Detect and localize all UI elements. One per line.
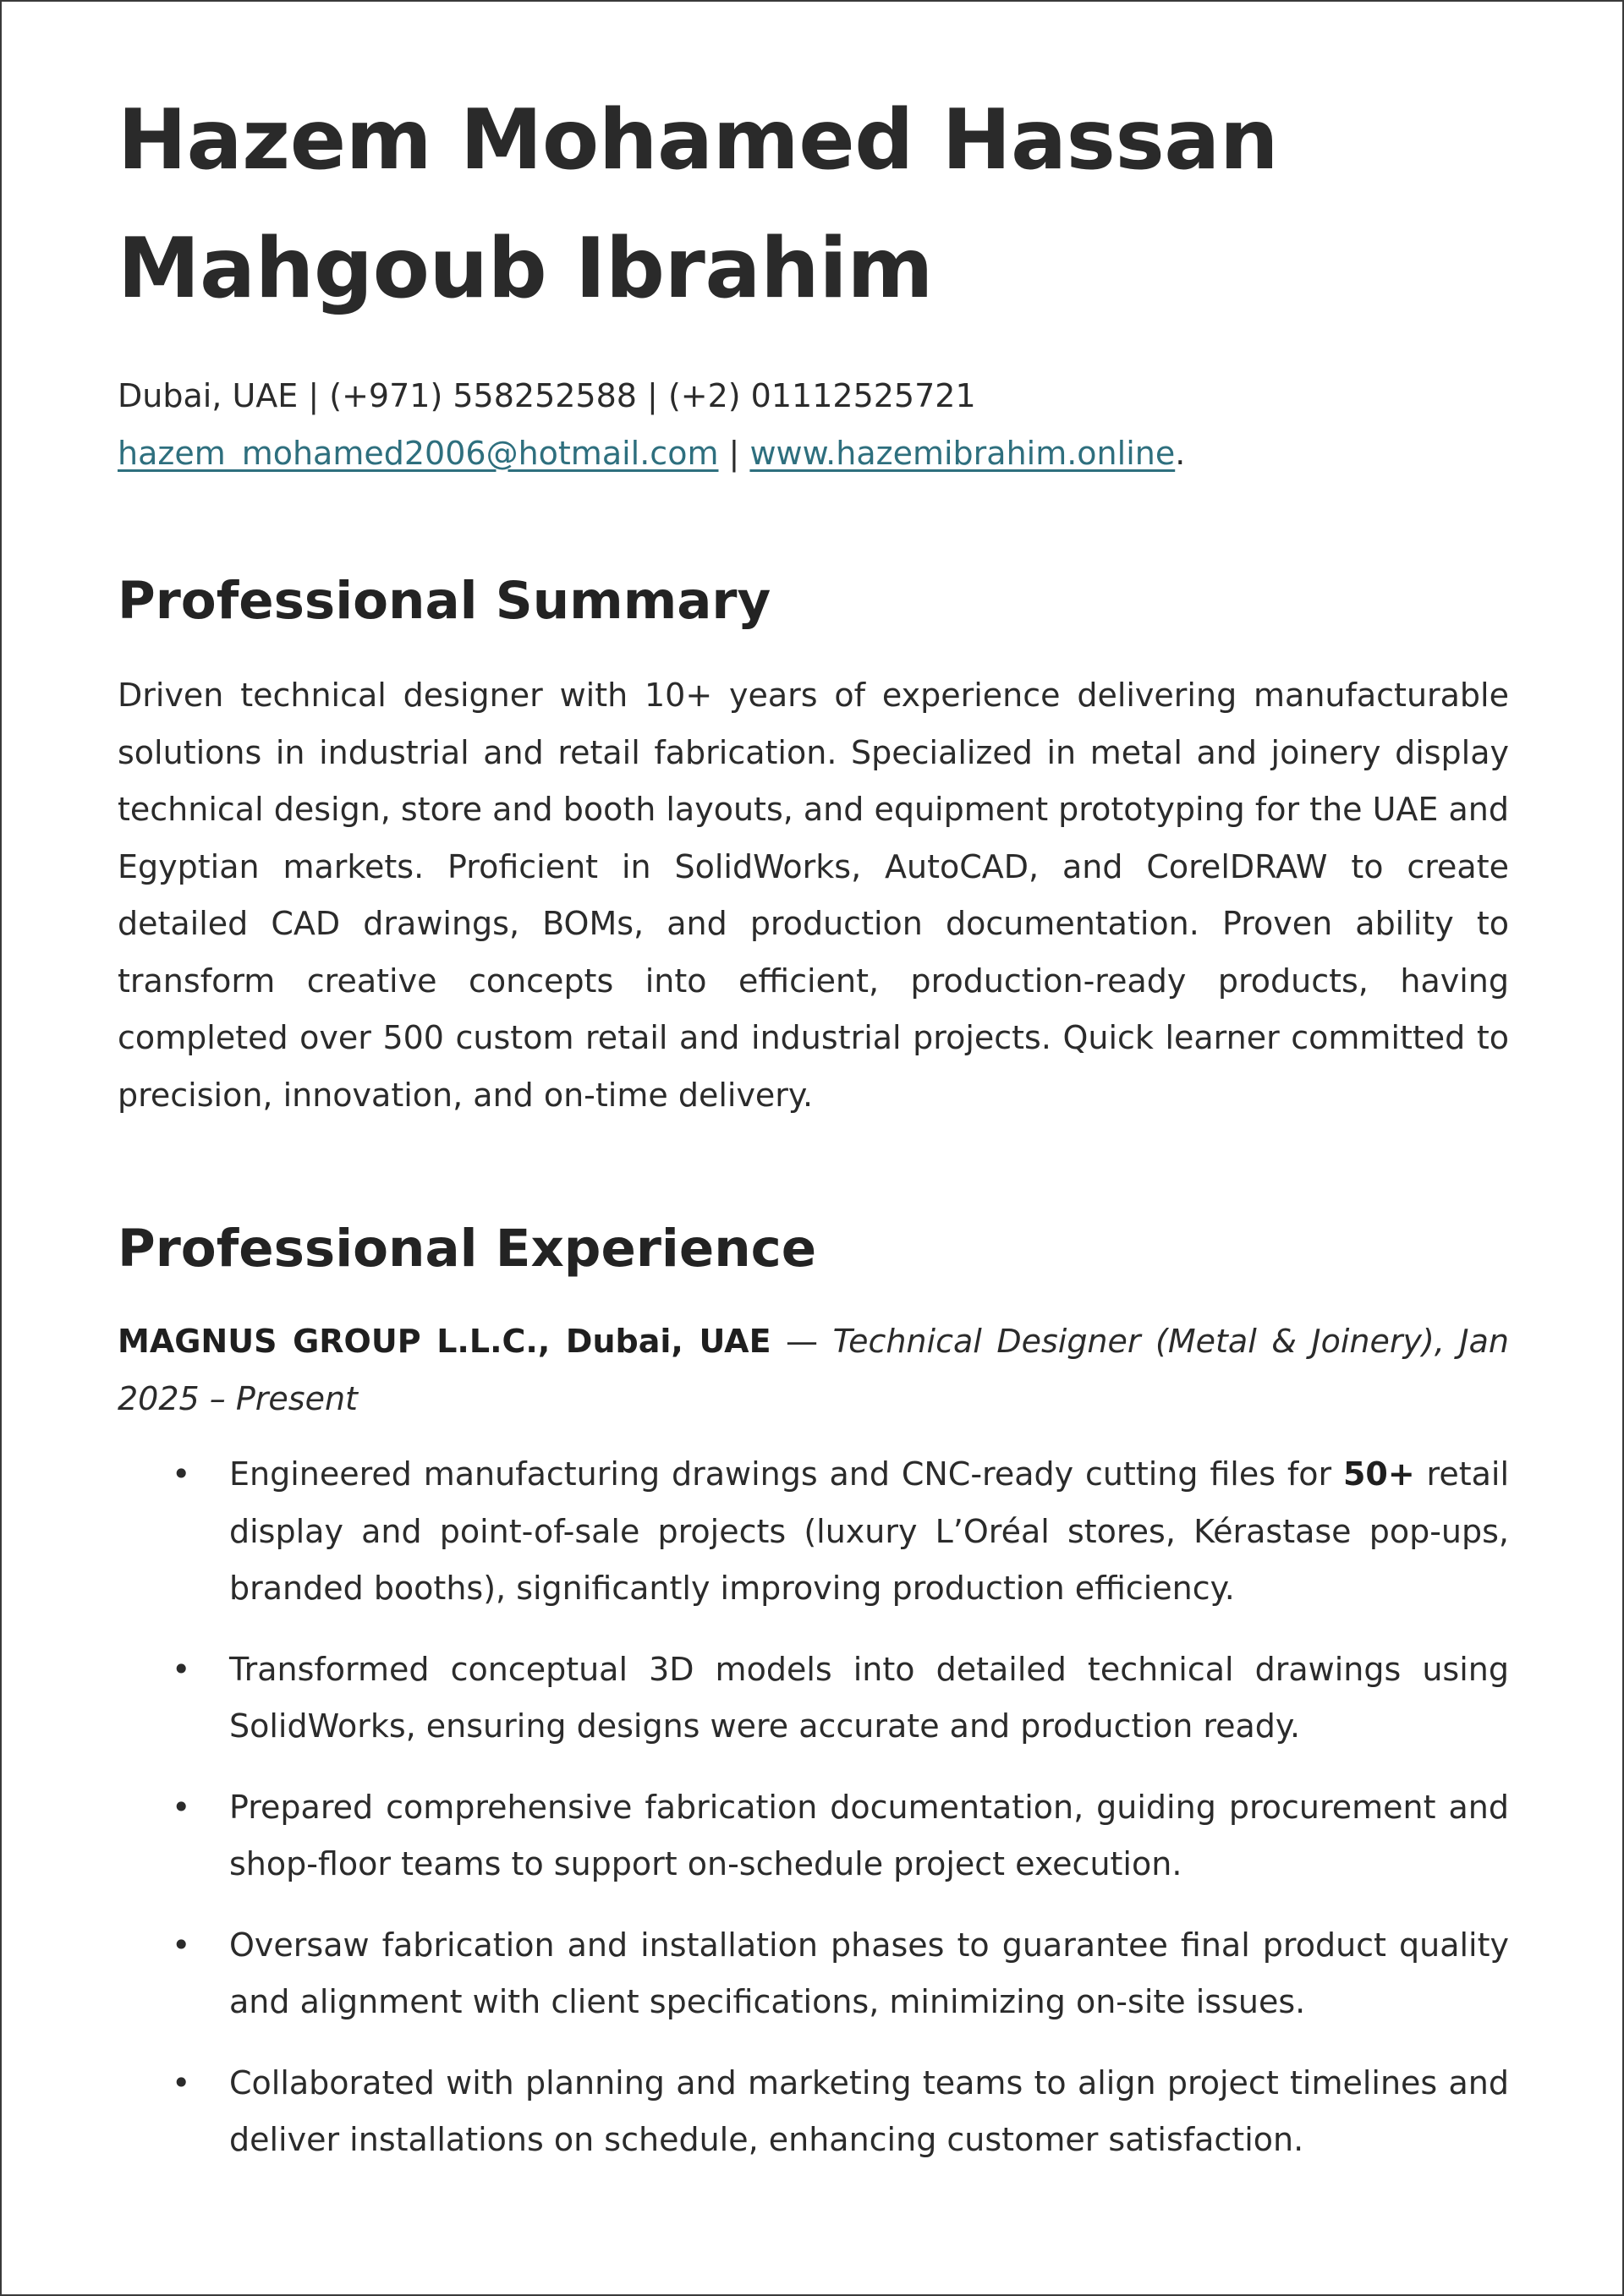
candidate-name	[118, 76, 1509, 333]
phone-egypt: (+2) 01112525721	[667, 377, 976, 414]
location-text: Dubai, UAE	[118, 377, 299, 414]
bullet-text-pre: Engineered manufacturing drawings and CNC-ready cutting files for	[229, 1455, 1343, 1493]
job-dash: —	[771, 1323, 833, 1360]
list-item	[118, 1779, 1509, 1893]
job-role-dates: Technical Designer (Metal & Joinery), Jan 2025 – Present	[118, 1323, 1509, 1417]
email-link[interactable]: hazem_mohamed2006@hotmail.com	[118, 435, 719, 472]
bullet-highlight: 50+	[1342, 1455, 1415, 1493]
list-item	[118, 1446, 1509, 1618]
bullet-glyph: •	[172, 2063, 191, 2101]
bullet-glyph: •	[172, 1455, 191, 1493]
candidate-name-line1: Hazem Mohamed Hassan	[118, 92, 1279, 189]
contact-separator: |	[298, 377, 330, 414]
summary-paragraph: Driven technical designer with 10+ years of experience delivering manufacturable solutions in industrial and retail fabrication. Specialized in metal and joinery display technical design, store and booth layouts, and equipment prototyping for the UAE and Egyptian markets. Proficient in SolidWorks, AutoCAD, and CorelDRAW to create detailed CAD drawings, BOMs, and production documentation. Proven ability to transform creative concepts into efficient, production-ready products, having completed over 500 custom retail and industrial projects. Quick learner committed to precision, innovation, and on-time delivery.	[118, 677, 1510, 1114]
bullet-glyph: •	[172, 1650, 191, 1688]
candidate-name-line2: Mahgoub Ibrahim	[118, 221, 933, 317]
bullet-glyph: •	[172, 1788, 191, 1826]
phone-uae: (+971) 558252588	[329, 377, 637, 414]
contact-line-links	[118, 425, 1509, 482]
bullet-text: Collaborated with planning and marketing teams to align project timelines and deliver installations on schedule, enhancing customer satisfaction.	[229, 2063, 1509, 2158]
bullet-glyph: •	[172, 1926, 191, 1964]
contact-line-phones	[118, 367, 1509, 425]
contact-block	[118, 367, 1509, 482]
job-bullet-list	[118, 1446, 1509, 2169]
website-link[interactable]: www.hazemibrahim.online	[749, 435, 1176, 472]
bullet-text: Oversaw fabrication and installation phases to guarantee final product quality and alignment with client specifications, minimizing on-site issues.	[229, 1926, 1509, 2020]
trailing-period: .	[1175, 435, 1186, 472]
job-header	[118, 1313, 1509, 1427]
summary-heading: Professional Summary	[118, 571, 771, 631]
list-item	[118, 1917, 1509, 2031]
bullet-text: Prepared comprehensive fabrication documentation, guiding procurement and shop-floor teams to support on-schedule project execution.	[229, 1788, 1509, 1882]
bullet-text: Transformed conceptual 3D models into detailed technical drawings using SolidWorks, ensuring designs were accurate and production ready.	[229, 1650, 1509, 1745]
contact-separator: |	[718, 435, 750, 472]
resume-content	[118, 2, 1509, 2193]
list-item	[118, 2055, 1509, 2169]
list-item	[118, 1641, 1509, 1756]
job-company: MAGNUS GROUP L.L.C., Dubai, UAE	[118, 1323, 771, 1360]
bullet-text-post: retail display and point-of-sale projects (luxury L’Oréal stores, Kérastase pop-ups, branded booths), significantly improving production efficiency.	[229, 1455, 1509, 1607]
experience-heading: Professional Experience	[118, 1219, 817, 1279]
contact-separator: |	[636, 377, 668, 414]
